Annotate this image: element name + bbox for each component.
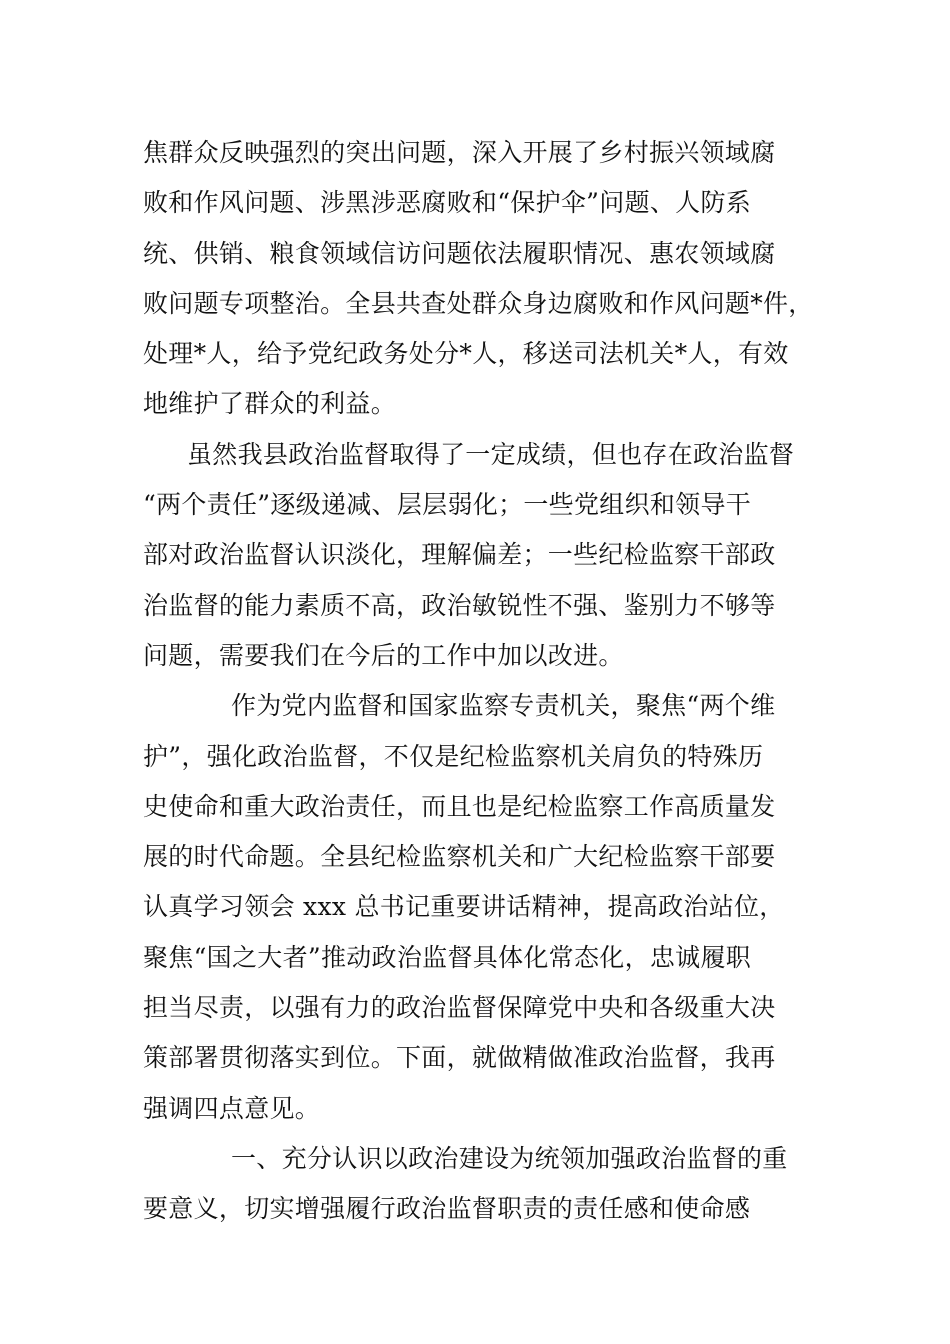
text-line: 焦群众反映强烈的突出问题，深入开展了乡村振兴领域腐 (143, 138, 776, 167)
text-line: 处理*人，给予党纪政务处分*人，移送司法机关*人，有效 (143, 339, 789, 369)
text-line: “两个责任”逐级递减、层层弱化；一些党组织和领导干 (143, 490, 752, 520)
text-line: 败和作风问题、涉黑涉恶腐败和“保护伞”问题、人防系 (143, 188, 752, 218)
text-line: 虽然我县政治监督取得了一定成绩，但也存在政治监督 (187, 439, 795, 469)
paragraph-3 (143, 681, 833, 1134)
text-line: 问题，需要我们在今后的工作中加以改进。 (143, 640, 624, 670)
paragraph-2 (143, 430, 833, 681)
text-line: 治监督的能力素质不高，政治敏锐性不强、鉴别力不够等 (143, 590, 776, 620)
heading-line: 要意义，切实增强履行政治监督职责的责任感和使命感 (143, 1194, 751, 1224)
paragraph-1 (143, 128, 833, 430)
heading-line: 一、充分认识以政治建设为统领加强政治监督的重 (231, 1143, 788, 1173)
text-line: 认真学习领会 xxx 总书记重要讲话精神，提高政治站位， (143, 892, 785, 922)
text-line: 强调四点意见。 (143, 1093, 321, 1123)
text-line: 策部署贯彻落实到位。下面，就做精做准政治监督，我再 (143, 1043, 776, 1073)
text-line: 地维护了群众的利益。 (143, 389, 397, 419)
text-line: 作为党内监督和国家监察专责机关，聚焦“两个维 (231, 691, 776, 721)
section-heading (143, 1134, 833, 1235)
text-line: 展的时代命题。全县纪检监察机关和广大纪检监察干部要 (143, 842, 776, 872)
text-line: 史使命和重大政治责任，而且也是纪检监察工作高质量发 (143, 791, 776, 821)
text-line: 护”，强化政治监督，不仅是纪检监察机关肩负的特殊历 (143, 741, 764, 771)
text-line: 聚焦“国之大者”推动政治监督具体化常态化，忠诚履职 (143, 942, 752, 972)
document-body (143, 128, 833, 1235)
text-line: 败问题专项整治。全县共查处群众身边腐败和作风问题*件， (143, 288, 814, 318)
text-line: 担当尽责，以强有力的政治监督保障党中央和各级重大决 (143, 993, 776, 1023)
text-line: 统、供销、粮食领域信访问题依法履职情况、惠农领域腐 (143, 238, 776, 268)
text-line: 部对政治监督认识淡化，理解偏差；一些纪检监察干部政 (143, 540, 776, 570)
